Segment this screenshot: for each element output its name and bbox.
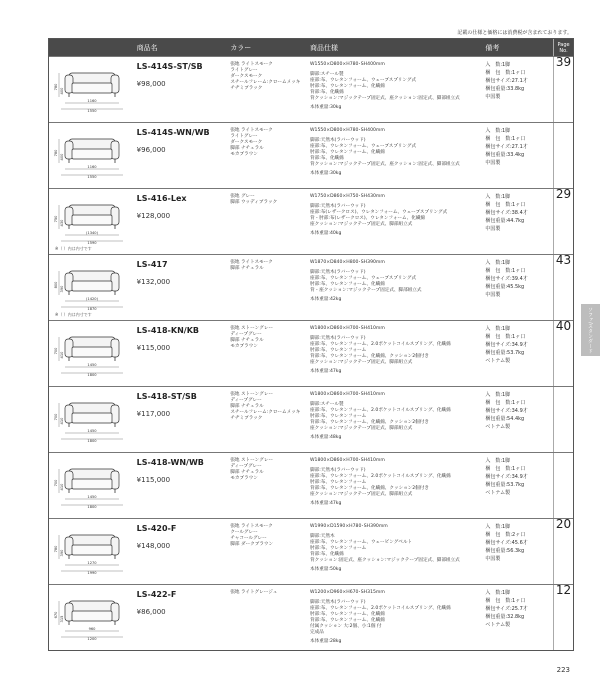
color-cell [228,255,308,320]
color-option: 張地 ライトスモーク [230,524,273,529]
pack-line: 梱包サイズ:45.6才 [485,540,528,546]
dim-height-label: 700 [54,347,58,355]
sofa-seat [72,545,112,555]
page-ref[interactable]: 39 [553,57,573,122]
sofa-seat [72,347,112,357]
spec-line: 背部:布、ウレタンフォーム、化繊綿 [310,618,385,623]
pack-line: 梱 包 数:1ヶ口 [485,136,526,142]
spec-line: 座部:布、ウレタンフォーム、2.0ポケットコイルスプリング、化繊綿 [310,408,451,413]
color-option: スチールフレーム:クロームメッキ [230,410,301,415]
color-option: モカブラウン [230,344,258,349]
spec-line: 肘部:布、ウレタンフォーム、化繊綿 [310,84,385,89]
dimension-note: ※（ ）内は内寸です [55,312,92,317]
product-price: ¥132,000 [136,278,171,286]
header-pack: 備考 [485,43,500,52]
product-image-cell [49,255,133,320]
spec-line: 座部:布、ウレタンフォーム、ウェーブスプリング式 [310,78,417,83]
spec-cell [308,123,483,188]
spec-line: 肘部:布、ウレタンフォーム [310,414,367,419]
sofa-seat [72,149,112,159]
sofa-drawing [55,195,125,245]
spec-weight: 本体重量:50kg [310,567,342,572]
product-name[interactable]: LS-418-ST/SB [136,392,197,401]
pack-line: 梱包サイズ:27.1才 [485,78,528,84]
pack-line: 梱 包 数:1ヶ口 [485,70,526,76]
color-option: 脚部 ナチュラル [230,404,264,409]
table-row [49,320,573,386]
pack-line: 梱包重量:44.7kg [485,218,525,224]
pack-cell [483,321,553,386]
spec-weight: 本体重量:40kg [310,231,342,236]
color-option: 張地 ストーングレー [230,392,273,397]
dim-inner-label: 1270 [87,561,97,565]
product-name[interactable]: LS-418-WN/WB [136,458,204,467]
spec-line: 脚部:天然木 [310,534,335,539]
sofa-seat [72,611,112,621]
dim-width-label: 1550 [87,175,97,179]
spec-dimensions: W1750×D860×H750･SH430mm [310,194,385,199]
table-body [49,56,573,650]
dim-width-label: 1800 [87,373,97,377]
dim-height-label: 670 [54,611,58,619]
dim-inner-label: 1160 [87,99,97,103]
product-name[interactable]: LS-418-KN/KB [136,326,199,335]
pack-cell [483,387,553,452]
product-name-cell [133,387,229,452]
product-name[interactable]: LS-414S-WN/WB [136,128,210,137]
spec-line: 背部:布、化繊綿 [310,90,344,95]
product-table [48,38,574,651]
color-option: 脚部 ナチュラル [230,146,264,151]
spec-dimensions: W1800×D860×H700･SH410mm [310,392,385,397]
product-image-cell [49,387,133,452]
spec-line: 脚部:スチール製 [310,72,344,77]
spec-weight: 本体重量:28kg [310,639,342,644]
pack-cell [483,585,553,650]
pack-cell [483,453,553,518]
spec-weight: 本体重量:42kg [310,297,342,302]
table-row [49,254,573,320]
pack-cell [483,123,553,188]
color-option: 脚部 ナチュラル [230,338,264,343]
table-row [49,386,573,452]
spec-dimensions: W1800×D860×H700･SH410mm [310,326,385,331]
spec-line: 脚部:天然木(ラバーウッド) [310,600,366,605]
table-row [49,518,573,584]
color-option: モカブラウン [230,476,258,481]
color-option: ディープグレー [230,398,262,403]
pack-line: 中国製 [485,292,501,298]
pack-line: ベトナム製 [485,358,511,364]
pack-line: 入 数:1脚 [485,590,511,596]
color-option: 張地 ライトグレージュ [230,590,278,595]
product-name[interactable]: LS-417 [136,260,168,269]
spec-line: 座部:布、ウレタンフォーム、ウェーブスプリング式 [310,276,417,281]
dim-inner-label: 1450 [87,429,97,433]
product-price: ¥128,000 [136,212,171,220]
page-number: 223 [556,666,570,674]
spec-dimensions: W1550×D800×H780･SH400mm [310,128,385,133]
product-name[interactable]: LS-414S-ST/SB [136,62,203,71]
product-name[interactable]: LS-416-Lex [136,194,187,203]
dim-width-label: 1590 [87,241,97,245]
page-ref[interactable]: 12 [553,585,573,650]
color-option: ディープグレー [230,332,262,337]
dim-width-label: 1800 [87,505,97,509]
product-name-cell [133,255,229,320]
pack-line: 梱包サイズ:34.9才 [485,408,528,414]
color-option: ライトグレー [230,134,258,139]
spec-line: 肘部:布、ウレタンフォーム [310,546,367,551]
color-cell [228,189,308,254]
spec-weight: 本体重量:47kg [310,369,342,374]
sofa-drawing [55,129,125,179]
pack-line: 入 数:1脚 [485,194,511,200]
dim-width-label: 1990 [87,571,97,575]
spec-weight: 本体重量:30kg [310,171,342,176]
dim-inner-label: 1160 [87,165,97,169]
dim-seat-label: 400 [60,153,64,161]
pack-line: 梱包サイズ:38.4才 [485,210,528,216]
product-name[interactable]: LS-420-F [136,524,177,533]
product-price: ¥98,000 [136,80,166,88]
spec-line: 背部:布、化繊綿 [310,552,344,557]
product-name-cell [133,519,229,584]
product-image-cell [49,453,133,518]
color-cell [228,519,308,584]
sofa-seat [72,479,112,489]
spec-line: 座部:布、ウレタンフォーム、ウェーブスプリング式 [310,144,417,149]
dim-width-label: 1200 [87,637,97,641]
pack-line: 梱包サイズ:34.9才 [485,342,528,348]
pack-line: 梱包重量:45.5kg [485,284,525,290]
dim-height-label: 780 [54,83,58,91]
spec-line: 脚部:天然木(ラバーウッド) [310,270,366,275]
spec-cell [308,321,483,386]
spec-dimensions: W1990×D1590×H780･SH390mm [310,524,388,529]
color-cell [228,585,308,650]
pack-line: 梱包サイズ:39.4才 [485,276,528,282]
sofa-drawing [55,327,125,377]
spec-cell [308,387,483,452]
dim-height-label: 700 [54,479,58,487]
spec-line: 座部:布、ウレタンフォーム、2.0ポケットコイルスプリング、化繊綿 [310,474,451,479]
color-option: チヂミブラック [230,86,263,91]
color-cell [228,321,308,386]
pack-line: 梱包サイズ:25.7才 [485,606,528,612]
pack-line: ベトナム製 [485,490,511,496]
table-row [49,188,573,254]
color-cell [228,123,308,188]
spec-line: 座部:布、ウレタンフォーム、2.0ポケットコイルスプリング、化繊綿 [310,342,451,347]
dim-seat-label: 430 [60,219,64,227]
sofa-drawing [55,525,125,575]
header-name: 商品名 [136,43,158,52]
product-price: ¥115,000 [136,476,171,484]
pack-line: 梱 包 数:1ヶ口 [485,598,526,604]
page-ref[interactable]: 40 [553,321,573,386]
product-image-cell [49,123,133,188]
table-row [49,122,573,188]
pack-line: 中国製 [485,94,501,100]
product-name-cell [133,453,229,518]
pack-cell [483,255,553,320]
color-option: 張地 ライトスモーク [230,260,273,265]
pack-line: 中国製 [485,226,501,232]
pack-line: 梱包重量:33.4kg [485,152,525,158]
spec-cell [308,255,483,320]
spec-line: 座クッション:マジックテープ固定式、脚部組立式 [310,426,413,431]
product-image-cell [49,321,133,386]
spec-line: 脚部:天然木(ラバーウッド) [310,336,366,341]
sofa-drawing [55,393,125,443]
pack-line: ベトナム製 [485,424,511,430]
color-option: 脚部 ナチュラル [230,470,264,475]
product-name-cell [133,189,229,254]
color-option: 脚部 ナチュラル [230,266,264,271]
color-option: ダークスモーク [230,140,263,145]
sofa-drawing [55,591,125,641]
spec-line: 脚部:天然木(ラバーウッド) [310,138,366,143]
product-name-cell [133,57,229,122]
pack-line: 梱包重量:54.4kg [485,416,525,422]
pack-line: 梱包重量:53.7kg [485,482,525,488]
color-option: 張地 ライトスモーク [230,128,273,133]
dim-height-label: 780 [54,149,58,157]
tax-note: 記載の仕様と価格には消費税が含まれております。 [457,30,572,36]
color-option: チヂミブラック [230,416,263,421]
product-price: ¥117,000 [136,410,171,418]
spec-line: 肘部:布、ウレタンフォーム、化繊綿 [310,150,385,155]
dimension-note: ※（ ）内は内寸です [55,246,92,251]
product-price: ¥148,000 [136,542,171,550]
pack-line: 梱 包 数:2ヶ口 [485,532,526,538]
dim-seat-label: 315 [60,615,64,623]
color-option: 脚部 ダークブラウン [230,542,274,547]
product-name[interactable]: LS-422-F [136,590,177,599]
table-row [49,56,573,122]
spec-dimensions: W1800×D860×H700･SH410mm [310,458,385,463]
page-ref[interactable]: 29 [553,189,573,254]
product-name-cell [133,321,229,386]
color-option: スチールフレーム:クロームメッキ [230,80,301,85]
spec-dimensions: W1870×D840×H800･SH390mm [310,260,385,265]
page-ref[interactable]: 43 [553,255,573,320]
color-option: チャコールグレー [230,536,267,541]
pack-line: 梱包重量:56.3kg [485,548,525,554]
dim-inner-label: (1340) [86,231,98,235]
spec-line: 脚部:天然木(ラバーウッド) [310,204,366,209]
color-option: 脚部 ウッディブラック [230,200,278,205]
spec-cell [308,189,483,254]
spec-line: 背クッション:マジックテープ固定式、座クッション:固定式、脚部組立式 [310,162,460,167]
pack-line: 梱 包 数:1ヶ口 [485,400,526,406]
spec-line: 座クッション:マジックテープ固定式、脚部組立式 [310,222,413,227]
dim-seat-label: 390 [60,549,64,557]
dim-width-label: 1870 [87,307,97,311]
sofa-seat [72,413,112,423]
dim-seat-label: 400 [60,87,64,95]
product-price: ¥96,000 [136,146,166,154]
dim-seat-label: 410 [60,483,64,491]
product-image-cell [49,57,133,122]
pack-line: 梱包重量:33.8kg [485,86,525,92]
dim-seat-label: 410 [60,417,64,425]
color-option: モカブラウン [230,152,258,157]
color-cell [228,57,308,122]
spec-weight: 本体重量:30kg [310,105,342,110]
pack-line: 中国製 [485,160,501,166]
color-option: ディープグレー [230,464,262,469]
pack-line: 入 数:1脚 [485,392,511,398]
pack-line: 梱包重量:32.8kg [485,614,525,620]
spec-line: 背クッション:マジックテープ固定式、座クッション:固定式、脚部組立式 [310,96,460,101]
color-option: ダークスモーク [230,74,263,79]
pack-line: 入 数:1脚 [485,128,511,134]
dim-height-label: 700 [54,413,58,421]
spec-line: 肘部:布、ウレタンフォーム [310,480,367,485]
pack-line: 梱 包 数:1ヶ口 [485,202,526,208]
spec-weight: 本体重量:47kg [310,501,342,506]
spec-line: 肘部:布、ウレタンフォーム [310,348,367,353]
dim-height-label: 750 [54,215,58,223]
pack-line: 入 数:1脚 [485,458,511,464]
product-image-cell [49,519,133,584]
pack-cell [483,57,553,122]
dim-inner-label: 960 [88,627,96,631]
header-color: カラー [230,43,252,52]
color-option: 張地 ストーングレー [230,458,273,463]
spec-line: 座クッション:マジックテープ固定式、脚部組立式 [310,492,413,497]
page-ref[interactable] [553,123,573,188]
header-page: Page No. [553,39,573,56]
product-price: ¥115,000 [136,344,171,352]
dim-inner-label: 1450 [87,495,97,499]
spec-weight: 本体重量:48kg [310,435,342,440]
spec-line: 座部:布、ウレタンフォーム、2.0ポケットコイルスプリング、化繊綿 [310,606,451,611]
spec-line: 脚部:スチール製 [310,402,344,407]
pack-line: 入 数:1脚 [485,326,511,332]
spec-line: 座部:布、ウレタンフォーム、ウェービングベルト [310,540,413,545]
dim-inner-label: 1450 [87,363,97,367]
spec-line: 脚部:天然木(ラバーウッド) [310,468,366,473]
sofa-seat [72,83,112,93]
pack-line: 梱包サイズ:27.1才 [485,144,528,150]
dim-height-label: 780 [54,545,58,553]
spec-line: 背・肘部:布(レザークロス)、ウレタンフォーム、化繊綿 [310,216,426,221]
sofa-drawing [55,261,125,311]
table-header [49,39,573,56]
product-name-cell [133,585,229,650]
sofa-drawing [55,459,125,509]
sofa-seat [72,215,112,225]
spec-line: 肘部:布、ウレタンフォーム、化繊綿 [310,612,385,617]
product-image-cell [49,585,133,650]
color-option: ライトグレー [230,68,258,73]
spec-cell [308,519,483,584]
pack-line: 中国製 [485,556,501,562]
spec-line: 背部:布、ウレタンフォーム、化繊綿、クッション2個付き [310,420,429,425]
pack-cell [483,519,553,584]
spec-line: 完成品 [310,630,324,635]
color-option: 張地 ストーングレー [230,326,273,331]
table-row [49,584,573,650]
spec-line: 肘部:布、ウレタンフォーム、化繊綿 [310,282,385,287]
dim-width-label: 1550 [87,109,97,113]
header-image-col [49,39,133,56]
spec-cell [308,453,483,518]
spec-line: 座部:布(レザークロス)、ウレタンフォーム、ウェーブスプリング式 [310,210,448,215]
color-option: 張地 グレー [230,194,255,199]
dim-seat-label: 410 [60,351,64,359]
spec-line: 付属クッション 大:2個、小:1個 付 [310,624,382,629]
spec-dimensions: W1550×D800×H780･SH400mm [310,62,385,67]
color-cell [228,453,308,518]
sofa-seat [72,281,112,291]
spec-line: 背部:布、ウレタンフォーム、化繊綿、クッション2個付き [310,354,429,359]
dim-seat-label: 390 [60,285,64,293]
dim-width-label: 1800 [87,439,97,443]
pack-line: 入 数:1脚 [485,260,511,266]
table-row [49,452,573,518]
page-ref[interactable] [553,453,573,518]
pack-line: 梱 包 数:1ヶ口 [485,334,526,340]
spec-line: 背部:布、ウレタンフォーム、化繊綿、クッション2個付き [310,486,429,491]
spec-line: 背クッション:固定式、座クッション:マジックテープ固定式、脚部組立式 [310,558,460,563]
spec-line: 背部:布、化繊綿 [310,156,344,161]
dim-inner-label: (1420) [86,297,98,301]
product-price: ¥86,000 [136,608,166,616]
pack-line: 梱 包 数:1ヶ口 [485,466,526,472]
spec-dimensions: W1200×D960×H670･SH315mm [310,590,385,595]
spec-cell [308,57,483,122]
color-option: 張地 ライトスモーク [230,62,273,67]
header-spec: 商品仕様 [310,43,339,52]
page-ref[interactable] [553,387,573,452]
product-name-cell [133,123,229,188]
side-tab[interactable]: ソファ/スタンダード [581,304,600,356]
color-option: クールグレー [230,530,258,535]
spec-cell [308,585,483,650]
spec-line: 背・座クッション:マジックテープ固定式、脚部組立式 [310,288,422,293]
spec-line: 座クッション:マジックテープ固定式、脚部組立式 [310,360,413,365]
pack-line: 入 数:1脚 [485,62,511,68]
pack-line: 梱包サイズ:34.9才 [485,474,528,480]
color-cell [228,387,308,452]
pack-line: 梱 包 数:1ヶ口 [485,268,526,274]
dim-height-label: 800 [54,281,58,289]
page-ref[interactable]: 20 [553,519,573,584]
pack-line: ベトナム製 [485,622,511,628]
pack-line: 入 数:1脚 [485,524,511,530]
product-image-cell [49,189,133,254]
sofa-drawing [55,63,125,113]
pack-line: 梱包重量:53.7kg [485,350,525,356]
pack-cell [483,189,553,254]
